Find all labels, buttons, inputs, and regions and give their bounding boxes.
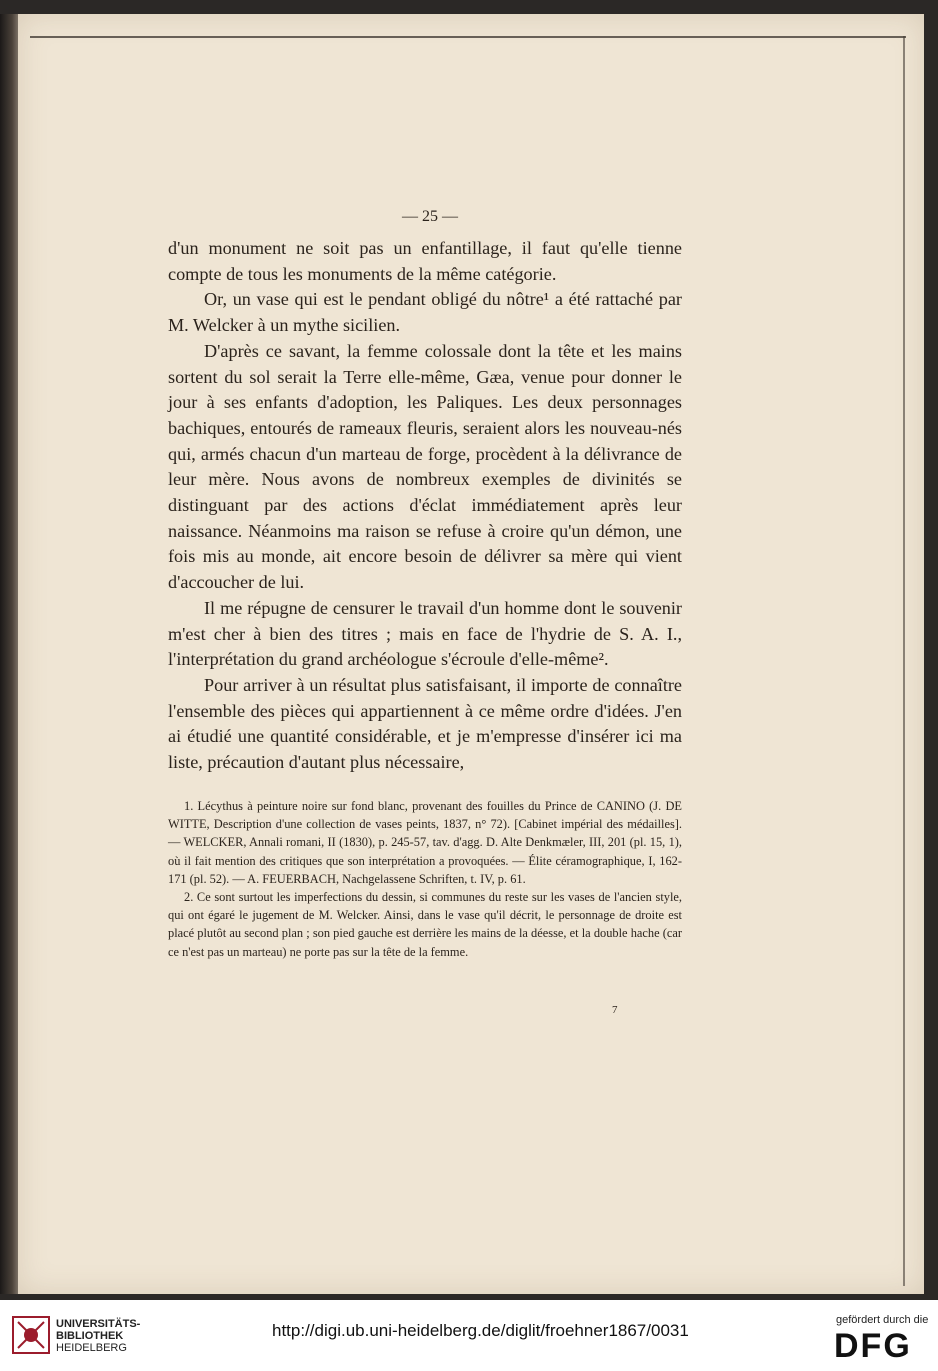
paragraph: Pour arriver à un résultat plus satisfaisant, il importe de connaître l'ensemble des pièces qui appartiennent à ce même ordre d'idées. J'en ai étudié une quantité considérable, et je m'empresse d'insérer ici ma liste, précaution d'autant plus nécessaire, — [168, 674, 682, 773]
institution-line: BIBLIOTHEK — [56, 1330, 124, 1342]
institution-name — [56, 1318, 140, 1354]
dfg-logo: DFG — [834, 1327, 912, 1365]
institution-line: HEIDELBERG — [56, 1342, 127, 1354]
paragraph: D'après ce savant, la femme colossale dont la tête et les mains sortent du sol serait la Terre elle-même, Gæa, venue pour donner le jour à ses enfants d'adoption, les Paliques. Les deux personnages bachiques, entourés de rameaux fleuris, seraient alors les nouveau-nés qui, armés chacun d'un marteau de forge, procèdent à la délivrance de leur mère. Nous avons de nombreux exemples de divinités se distinguant par des actions d'éclat immédiatement après leur naissance. Néanmoins ma raison se refuse à croire qu'un démon, une fois mis au monde, ait encore besoin de délivrer sa mère qui vient d'accoucher de lui. — [168, 340, 682, 593]
signature-mark: 7 — [612, 1004, 618, 1016]
footnotes — [168, 797, 682, 961]
funded-by-label: gefördert durch die — [836, 1314, 929, 1326]
footnote: 2. Ce sont surtout les imperfections du dessin, si communes du reste sur les vases de l'ancien style, qui ont égaré le jugement de M. Welcker. Ainsi, dans le vase qu'il décrit, le personnage de droite est placé plutôt au second plan ; son pied gauche est derrière les mains de la déesse, et la double hache (car ce n'est pas un marteau) ne porte pas sur la tête de la femme. — [168, 890, 682, 959]
page-top-border — [30, 36, 906, 38]
page-number: — 25 — — [402, 208, 458, 225]
body-text — [168, 236, 682, 776]
institution-line: UNIVERSITÄTS- — [56, 1318, 141, 1330]
university-seal-icon — [12, 1316, 50, 1354]
paragraph: Il me répugne de censurer le travail d'un homme dont le souvenir m'est cher à bien des titres ; mais en face de l'hydrie de S. A. I., l'interprétation du grand archéologue s'écroule d'elle-même². — [168, 597, 682, 670]
permalink-url[interactable]: http://digi.ub.uni-heidelberg.de/diglit/froehner1867/0031 — [272, 1321, 689, 1340]
page-right-border — [903, 36, 905, 1286]
footnote: 1. Lécythus à peinture noire sur fond blanc, provenant des fouilles du Prince de CANINO (J. DE WITTE, Description d'une collection de vases peints, 1837, n° 72). [Cabinet impérial des médailles]. — WELCKER, Annali romani, II (1830), p. 245-57, tav. d'agg. D. Alte Denkmæler, III, 201 (pl. 15, 1), où il fait mention des critiques que son interprétation a provoquées. — Élite céramographique, I, 162-171 (pl. 52). — A. FEUERBACH, Nachgelassene Schriften, t. IV, p. 61. — [168, 799, 682, 886]
paragraph: d'un monument ne soit pas un enfantillage, il faut qu'elle tienne compte de tous les monuments de la même catégorie. — [168, 238, 682, 284]
paragraph: Or, un vase qui est le pendant obligé du nôtre¹ a été rattaché par M. Welcker à un mythe sicilien. — [168, 289, 682, 336]
